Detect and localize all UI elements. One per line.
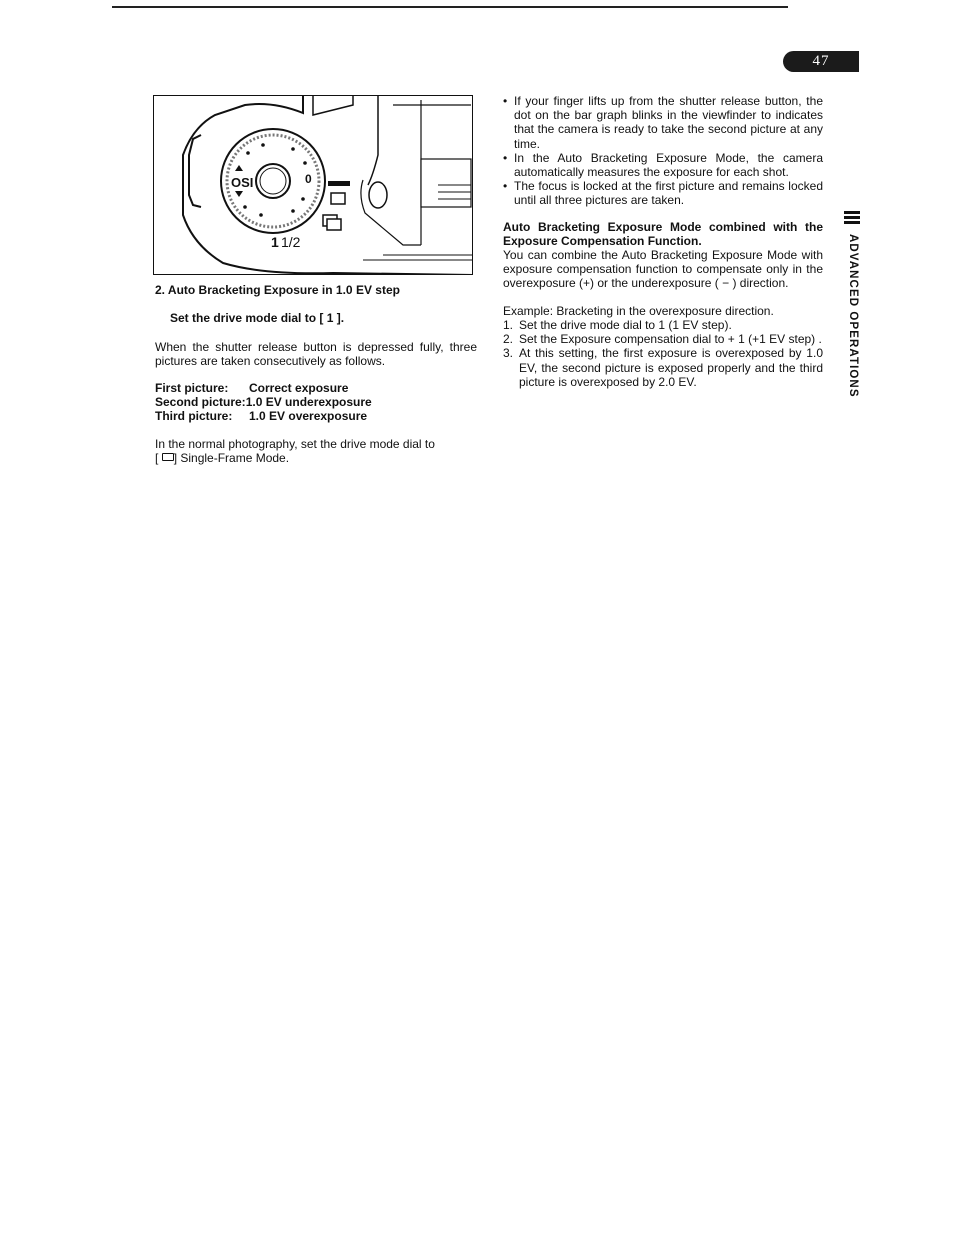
example-steps xyxy=(503,318,823,389)
bullet-item: • In the Auto Bracketing Exposure Mode, the camera automatically measures the exposure for each shot. xyxy=(503,151,823,179)
compensation-section-body: You can combine the Auto Bracketing Exposure Mode with exposure compensation function to compensate only in the overexposure (+) or the underexposure ( − ) direction. xyxy=(503,248,823,291)
chapter-side-label: ADVANCED OPERATIONS xyxy=(847,234,859,398)
top-rule xyxy=(112,6,788,8)
shot-value: 1.0 EV underexposure xyxy=(245,395,372,410)
shot-row xyxy=(155,395,477,409)
note-line-1: In the normal photography, set the drive mode dial to xyxy=(155,437,435,451)
bullet-item: • If your finger lifts up from the shutter release button, the dot on the bar graph blinks in the viewfinder to indicates that the camera is ready to take the second picture at any time. xyxy=(503,94,823,151)
note-line-2: [ ] Single-Frame Mode. xyxy=(155,451,290,466)
bullet-item: • The focus is locked at the first picture and remains locked until all three pictures are taken. xyxy=(503,179,823,207)
normal-photography-note xyxy=(155,437,477,465)
page-number: 47 xyxy=(783,51,859,72)
step-item: 2. Set the Exposure compensation dial to + 1 (+1 EV step) . xyxy=(503,332,822,347)
camera-drive-dial-illustration xyxy=(153,95,473,275)
shot-value: Correct exposure xyxy=(249,381,349,395)
shot-label: Third picture: xyxy=(155,409,233,424)
step-item: 3. At this setting, the first exposure is overexposed by 1.0 EV, the second picture is exposed properly and the third picture is overexposed by 2.0 EV. xyxy=(503,346,823,389)
shot-label: First picture: xyxy=(155,381,229,395)
shot-value: 1.0 EV overexposure xyxy=(249,409,368,424)
exposure-sequence xyxy=(155,381,477,424)
shot-row xyxy=(155,409,477,423)
chapter-marker-bars xyxy=(844,211,860,226)
dial-label-half: 1/2 xyxy=(281,234,301,250)
shot-label: Second picture: xyxy=(155,395,246,410)
drive-dial-instruction: Set the drive mode dial to [ 1 ]. xyxy=(170,311,345,325)
step-item: 1. Set the drive mode dial to 1 (1 EV step). xyxy=(503,318,732,332)
shot-row xyxy=(155,381,477,395)
compensation-section-heading: Auto Bracketing Exposure Mode combined with the Exposure Compensation Function. xyxy=(503,220,823,249)
bracketing-intro: When the shutter release button is depressed fully, three pictures are taken consecutively as follows. xyxy=(155,340,477,369)
dial-label-one: 1 xyxy=(271,234,279,250)
single-frame-icon xyxy=(162,453,174,461)
example-line: Example: Bracketing in the overexposure direction. xyxy=(503,304,774,318)
dial-label-osi: OSI xyxy=(231,175,254,190)
bracketing-heading: 2. Auto Bracketing Exposure in 1.0 EV step xyxy=(155,283,400,297)
dial-label-zero: 0 xyxy=(305,172,312,186)
notes-bullets xyxy=(503,94,823,208)
